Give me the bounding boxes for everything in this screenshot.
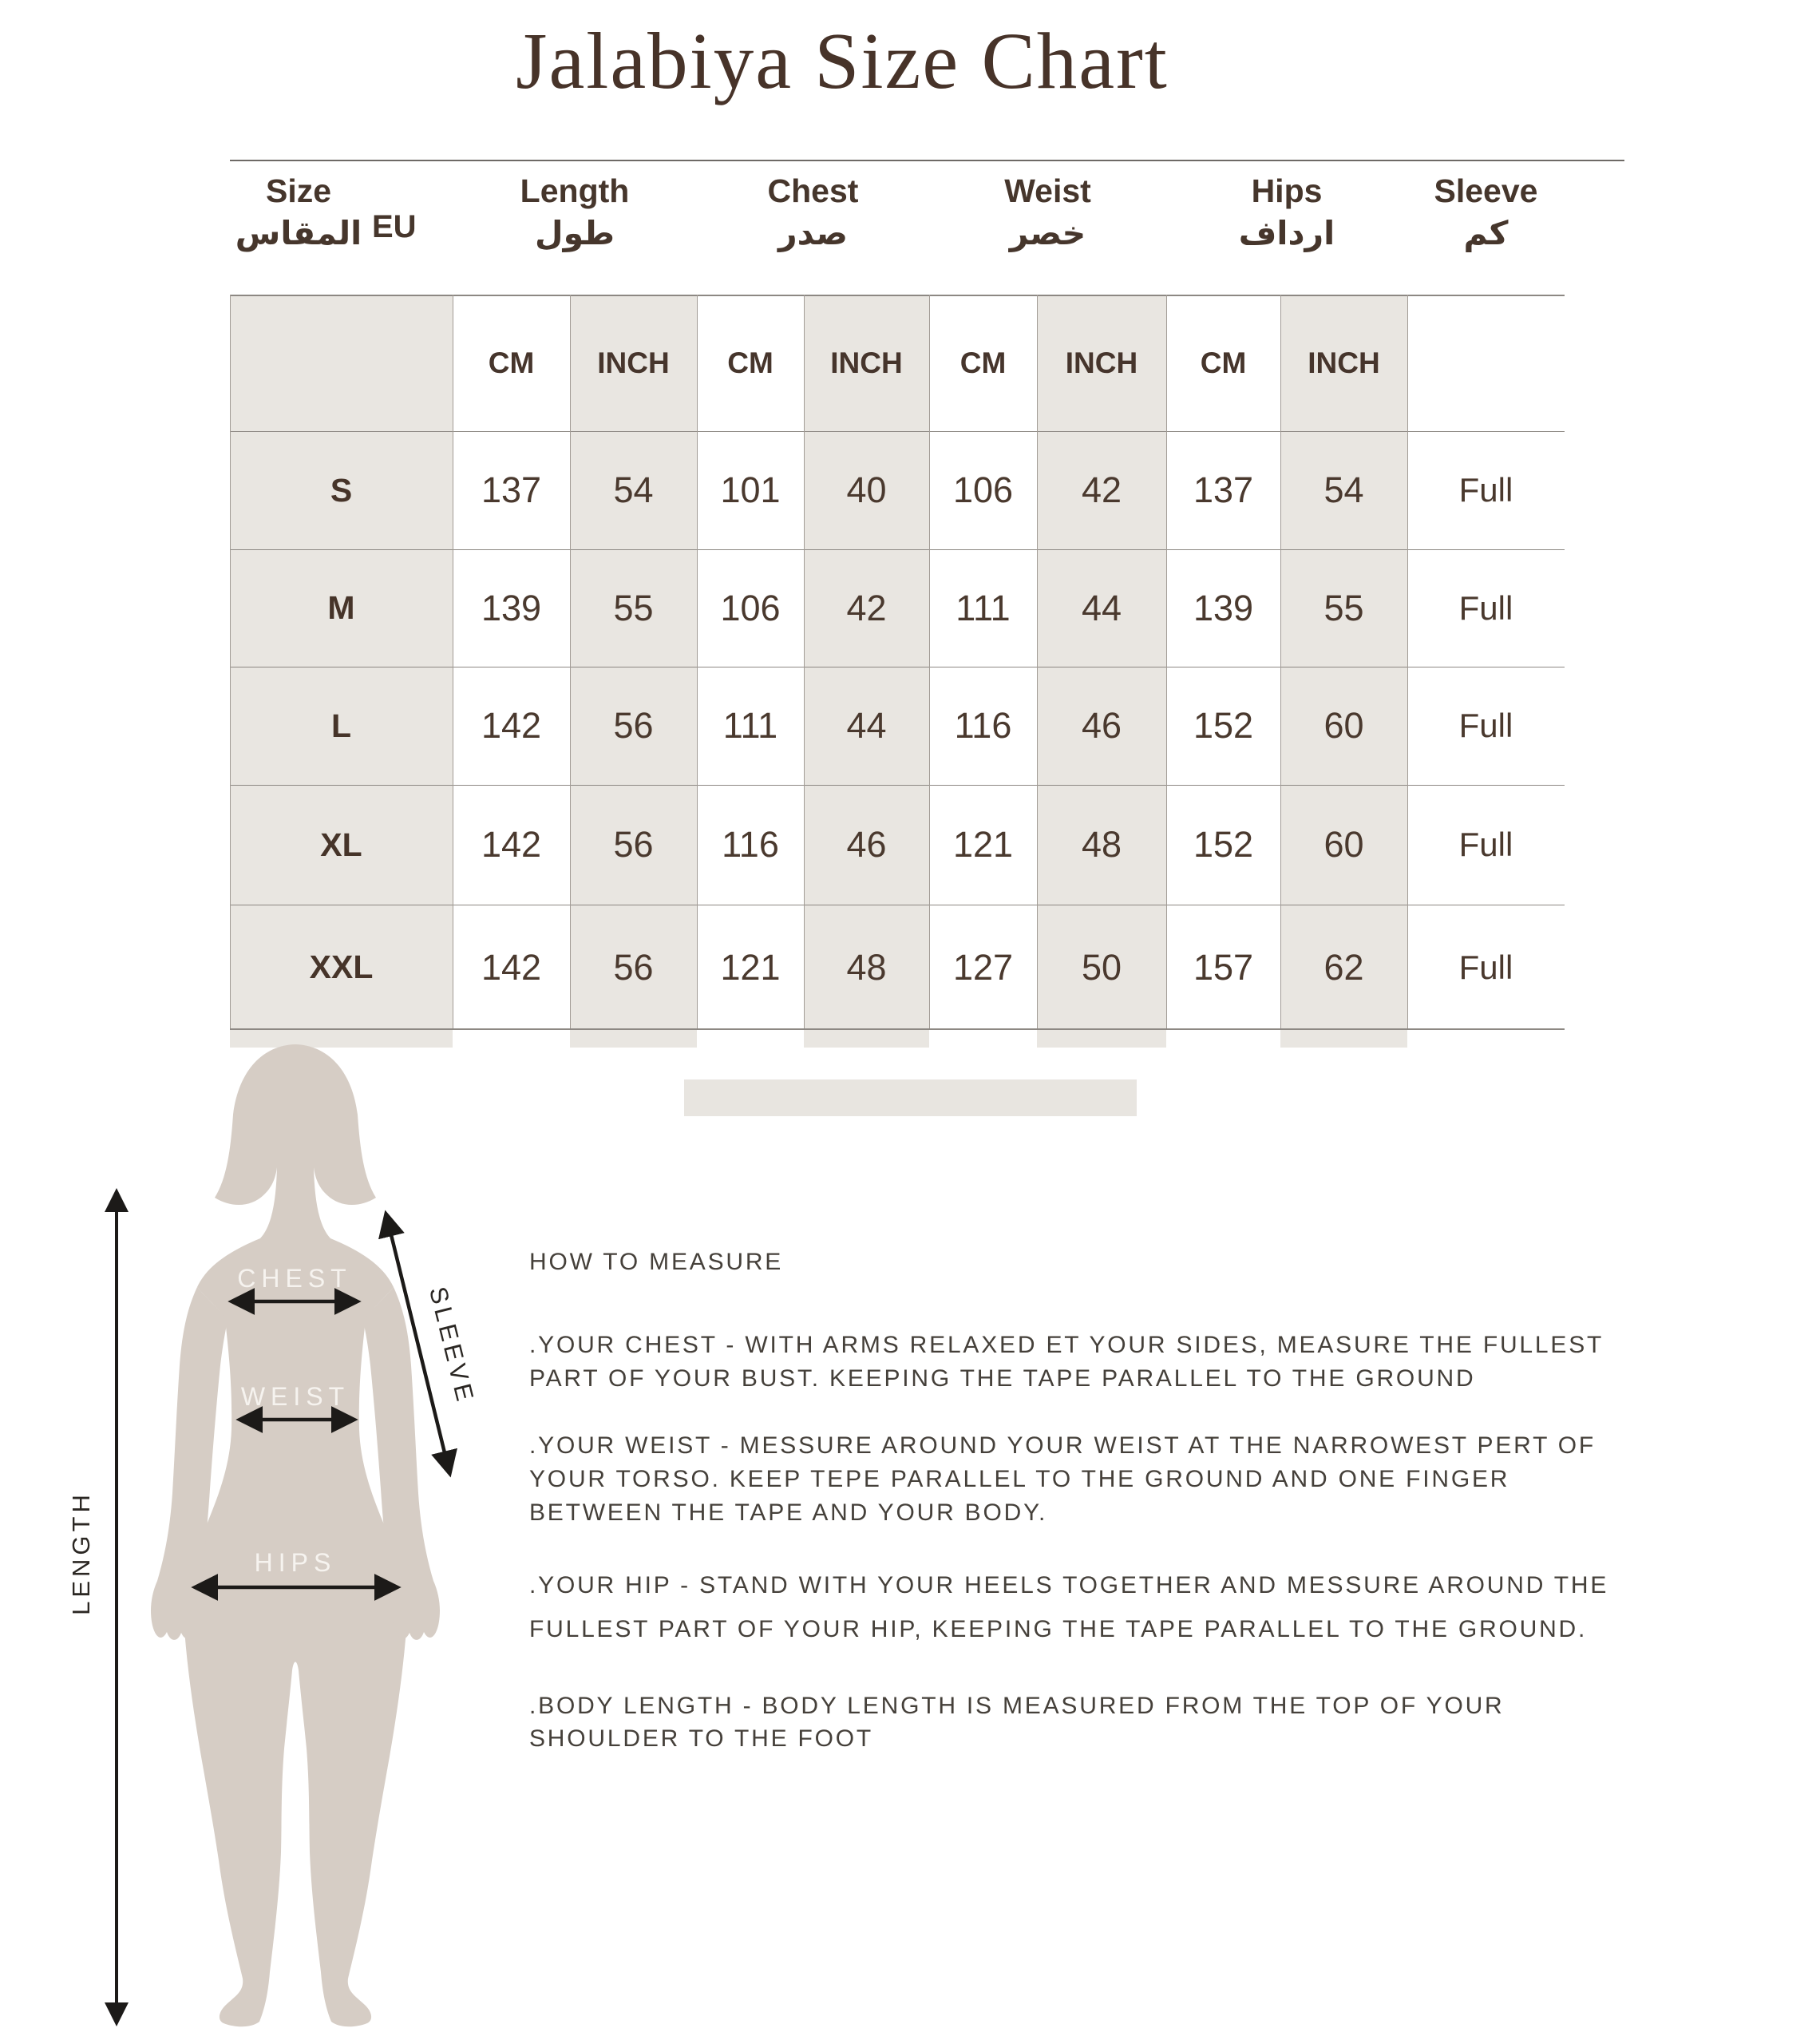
table-vrule — [1280, 295, 1281, 1028]
row-l-hips-cm: 152 — [1193, 705, 1254, 746]
sleeve-label: SLEEVE — [423, 1284, 481, 1408]
row-xxl-weist-cm: 127 — [952, 946, 1014, 988]
row-xl-hips-cm: 152 — [1193, 824, 1254, 865]
row-xl-weist-inch: 48 — [1081, 824, 1122, 865]
table-rule — [230, 431, 1565, 432]
row-s-chest-cm: 101 — [720, 469, 781, 510]
row-xl-hips-inch: 60 — [1323, 824, 1364, 865]
table-vrule — [570, 295, 571, 1028]
table-vrule — [1407, 295, 1408, 1028]
row-l-hips-inch: 60 — [1323, 705, 1364, 746]
unit-length-inch: INCH — [597, 346, 670, 379]
table-vrule — [804, 295, 805, 1028]
row-l-length-cm: 142 — [481, 705, 542, 746]
table-rule — [230, 295, 1565, 296]
row-m-weist-cm: 111 — [956, 587, 1011, 628]
row-xl-chest-cm: 116 — [722, 824, 779, 865]
unit-length-cm: CM — [488, 346, 535, 379]
table-rule — [230, 549, 1565, 550]
row-s-hips-inch: 54 — [1323, 469, 1364, 510]
unit-chest-inch: INCH — [830, 346, 903, 379]
col-header-hips: Hips ارداف — [1238, 172, 1335, 252]
row-xl-sleeve: Full — [1458, 826, 1513, 863]
col-header-size-en: Size — [265, 172, 332, 209]
measure-body-length-instructions: .BODY LENGTH - BODY LENGTH IS MEASURED FROM THE TOP OF YOUR SHOULDER TO THE FOOT — [529, 1693, 1505, 1752]
row-m-length-inch: 55 — [613, 587, 654, 628]
table-vrule — [230, 295, 231, 1028]
row-xxl-chest-cm: 121 — [720, 946, 781, 988]
table-vrule — [1037, 295, 1038, 1028]
row-l-size: L — [330, 707, 352, 744]
row-s-chest-inch: 40 — [846, 469, 887, 510]
size-table — [230, 160, 1565, 1030]
body-silhouette — [183, 1044, 408, 2026]
chest-label: CHEST — [237, 1264, 352, 1293]
unit-spacer — [1407, 295, 1565, 431]
col-header-weist: Weist خصر — [1004, 172, 1091, 252]
length-label: LENGTH — [67, 1491, 95, 1615]
table-vrule — [1166, 295, 1167, 1028]
row-l-chest-inch: 44 — [846, 705, 887, 746]
row-l-weist-cm: 116 — [954, 705, 1012, 746]
row-m-hips-cm: 139 — [1193, 587, 1254, 628]
row-xxl-hips-cm: 157 — [1193, 946, 1254, 988]
row-xl-chest-inch: 46 — [846, 824, 887, 865]
unit-spacer — [230, 295, 453, 431]
row-xl-length-inch: 56 — [613, 824, 654, 865]
row-m-length-cm: 139 — [481, 587, 542, 628]
row-m-size: M — [327, 589, 355, 626]
row-xxl-weist-inch: 50 — [1081, 946, 1122, 988]
row-xxl-size: XXL — [309, 949, 374, 985]
row-s-weist-inch: 42 — [1081, 469, 1122, 510]
row-l-weist-inch: 46 — [1081, 705, 1122, 746]
row-s-length-inch: 54 — [613, 469, 654, 510]
table-bottom-rule — [230, 1028, 1565, 1030]
col-header-sleeve: Sleeve كم — [1434, 172, 1538, 252]
row-m-hips-inch: 55 — [1323, 587, 1364, 628]
table-vrule — [697, 295, 698, 1028]
row-xxl-length-inch: 56 — [613, 946, 654, 988]
weist-label: WEIST — [240, 1382, 350, 1411]
row-s-weist-cm: 106 — [952, 469, 1014, 510]
measure-chest-instructions: .YOUR CHEST - WITH ARMS RELAXED ET YOUR SIDES, MEASURE THE FULLEST PART OF YOUR BUST. KEEPING THE TAPE PARALLEL TO THE GROUND — [529, 1332, 1604, 1392]
row-l-chest-cm: 111 — [722, 705, 778, 746]
page-title: Jalabiya Size Chart — [516, 16, 1169, 105]
eu-label: EU — [372, 209, 417, 244]
how-to-measure-heading: HOW TO MEASURE — [529, 1249, 784, 1275]
row-s-sleeve: Full — [1458, 471, 1513, 509]
table-top-rule — [230, 160, 1624, 161]
row-xxl-length-cm: 142 — [481, 946, 542, 988]
row-xxl-sleeve: Full — [1458, 948, 1513, 986]
row-xxl-chest-inch: 48 — [846, 946, 887, 988]
row-s-hips-cm: 137 — [1193, 469, 1254, 510]
row-xl-size: XL — [320, 826, 362, 863]
unit-weist-inch: INCH — [1065, 346, 1138, 379]
unit-weist-cm: CM — [959, 346, 1007, 379]
row-xl-weist-cm: 121 — [952, 824, 1014, 865]
row-l-length-inch: 56 — [613, 705, 654, 746]
row-s-length-cm: 137 — [481, 469, 542, 510]
measure-weist-instructions: .YOUR WEIST - MESSURE AROUND YOUR WEIST AT THE NARROWEST PERT OF YOUR TORSO. KEEP TEPE PARALLEL TO THE GROUND AND ONE FINGER BETWEEN THE TAPE AND YOUR BODY. — [529, 1432, 1596, 1526]
row-xxl-hips-inch: 62 — [1323, 946, 1364, 988]
col-header-size-ar: المقاس — [235, 215, 362, 252]
unit-hips-inch: INCH — [1308, 346, 1380, 379]
row-xl-length-cm: 142 — [481, 824, 542, 865]
row-m-chest-inch: 42 — [846, 587, 887, 628]
unit-chest-cm: CM — [727, 346, 774, 379]
row-m-weist-inch: 44 — [1081, 587, 1122, 628]
row-m-sleeve: Full — [1458, 588, 1513, 627]
col-header-chest: Chest صدر — [767, 172, 859, 252]
row-s-size: S — [330, 471, 353, 509]
unit-hips-cm: CM — [1200, 346, 1247, 379]
row-l-sleeve: Full — [1458, 707, 1513, 744]
measure-hip-instructions: .YOUR HIP - STAND WITH YOUR HEELS TOGETHER AND MESSURE AROUND THE FULLEST PART OF YOUR HIP, KEEPING THE TAPE PARALLEL TO THE GROUND. — [529, 1572, 1609, 1642]
how-to-measure-section — [529, 1246, 1627, 1755]
row-m-chest-cm: 106 — [720, 587, 781, 628]
table-rule — [230, 785, 1565, 786]
hips-label: HIPS — [254, 1548, 337, 1577]
table-vrule — [929, 295, 930, 1028]
col-header-length: Length طول — [520, 172, 630, 252]
col-header-size — [230, 160, 453, 295]
